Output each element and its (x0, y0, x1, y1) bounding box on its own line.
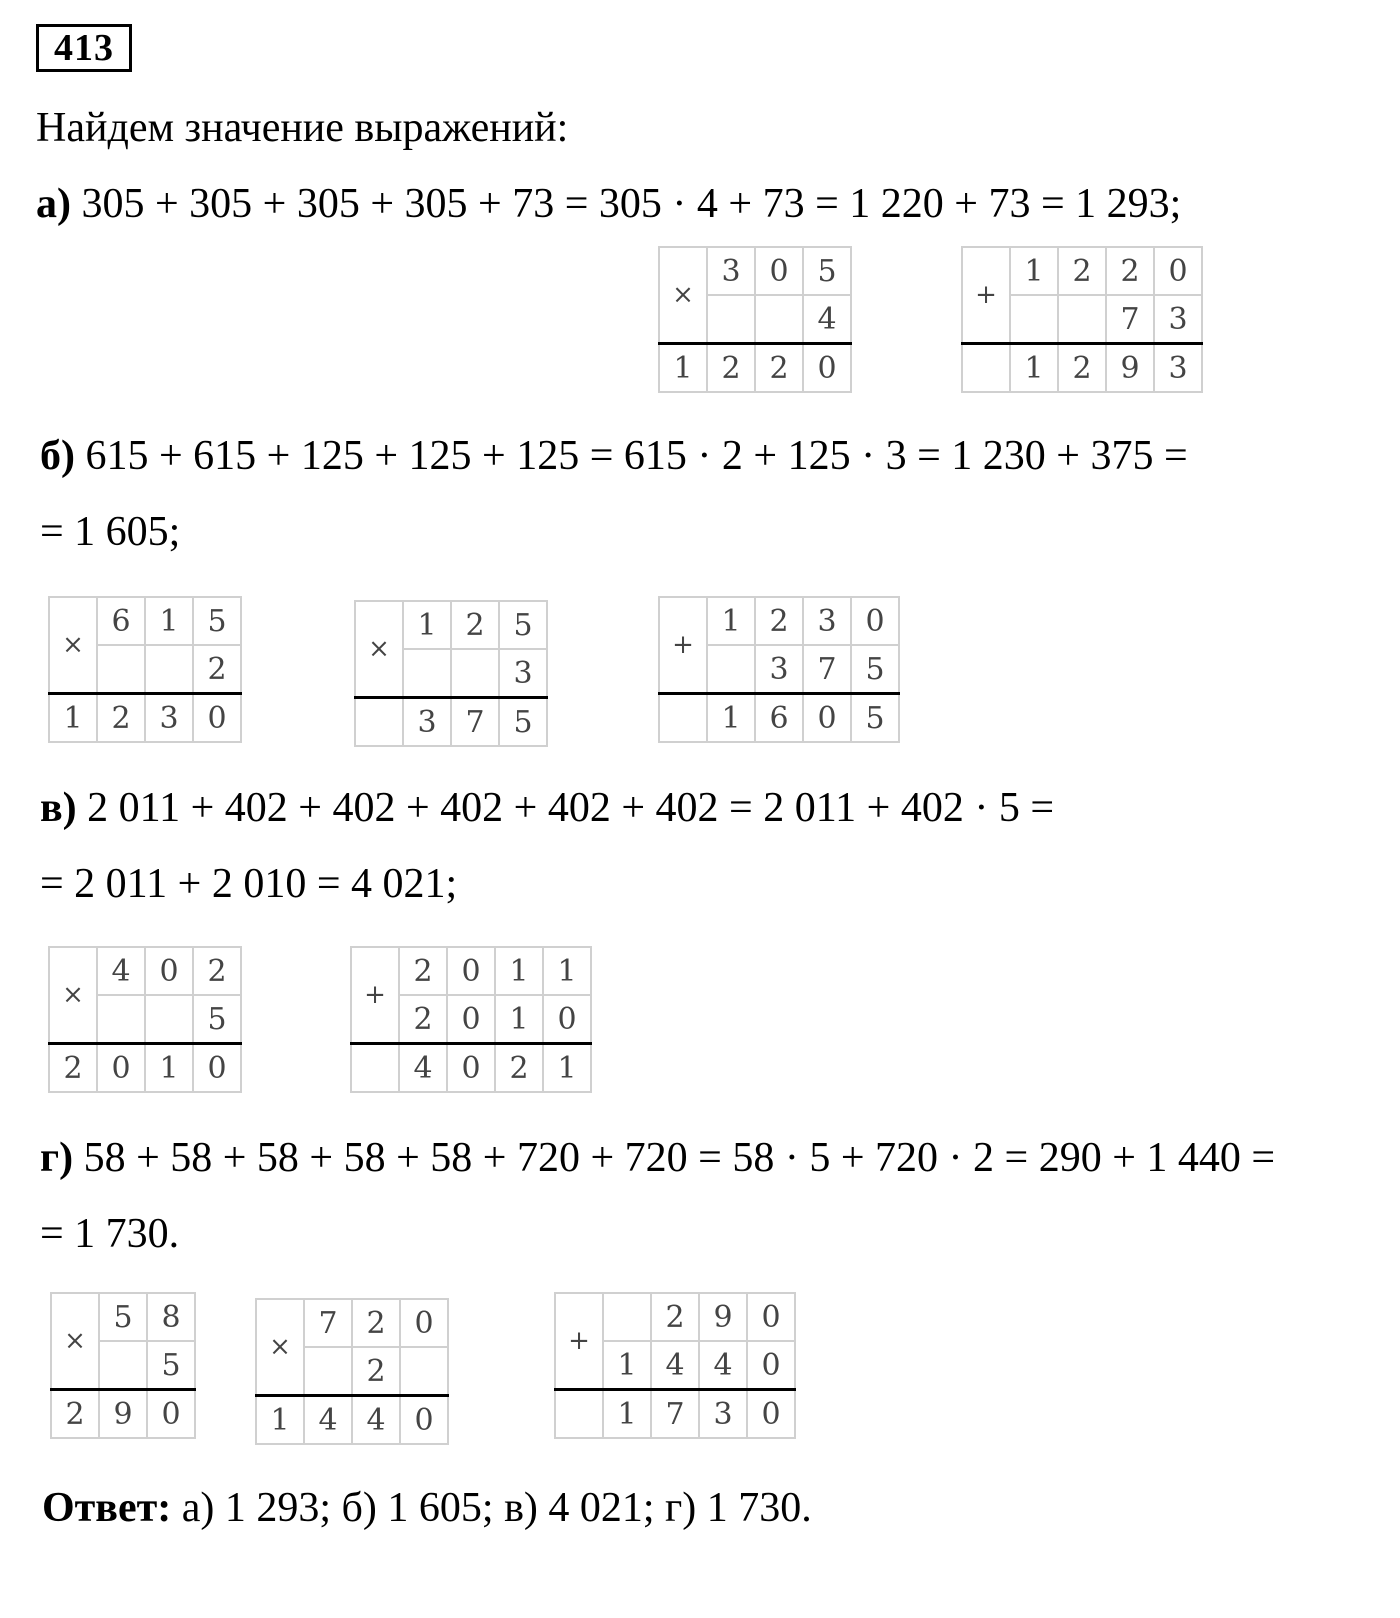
grid-v-addition (350, 946, 592, 1093)
grid-digit (355, 698, 403, 747)
grid-digit: 0 (193, 1044, 241, 1093)
grid-digit: 1 (543, 947, 591, 995)
part-b-line1 (40, 432, 1188, 480)
grid-digit: 2 (352, 1299, 400, 1347)
grid-digit: 3 (755, 645, 803, 694)
part-b-expression: 615 + 615 + 125 + 125 + 125 = 615 · 2 + 125 · 3 = 1 230 + 375 = (85, 433, 1188, 479)
grid-operand-row (49, 947, 241, 995)
grid-result-row (555, 1390, 795, 1439)
grid-digit: 2 (651, 1293, 699, 1341)
grid-digit: 0 (803, 344, 851, 393)
part-b-line2: = 1 605; (40, 509, 181, 555)
grid-digit: 1 (1010, 344, 1058, 393)
grid-digit (603, 1293, 651, 1341)
grid-digit: 2 (495, 1044, 543, 1093)
grid-result-row (659, 344, 851, 393)
grid-digit: 1 (707, 694, 755, 743)
grid-digit: 1 (49, 694, 97, 743)
grid-digit: 2 (193, 947, 241, 995)
times-sign: × (355, 601, 403, 698)
answer-line (42, 1484, 812, 1532)
grid-digit: 2 (97, 694, 145, 743)
grid-digit: 0 (1154, 247, 1202, 295)
grid-digit: 0 (747, 1341, 795, 1390)
times-sign: × (49, 947, 97, 1044)
grid-b-addition (658, 596, 900, 743)
grid-digit (304, 1347, 352, 1396)
grid-digit: 2 (193, 645, 241, 694)
grid-digit: 3 (1154, 295, 1202, 344)
grid-digit (707, 645, 755, 694)
plus-sign: + (659, 597, 707, 694)
grid-digit (403, 649, 451, 698)
grid-digit: 9 (99, 1390, 147, 1439)
grid-digit: 1 (145, 597, 193, 645)
part-g-label: г) (40, 1135, 74, 1181)
grid-digit: 5 (99, 1293, 147, 1341)
grid-digit: 1 (659, 344, 707, 393)
grid-digit: 3 (707, 247, 755, 295)
grid-digit: 0 (447, 995, 495, 1044)
intro-text: Найдем значение выражений: (36, 105, 569, 151)
grid-digit: 0 (147, 1390, 195, 1439)
grid-operand-row (659, 247, 851, 295)
grid-digit: 3 (403, 698, 451, 747)
grid-digit: 3 (1154, 344, 1202, 393)
grid-digit: 0 (755, 247, 803, 295)
grid-digit: 6 (97, 597, 145, 645)
grid-digit (755, 295, 803, 344)
grid-digit: 0 (400, 1299, 448, 1347)
grid-result-row (355, 698, 547, 747)
grid-digit: 4 (352, 1396, 400, 1445)
grid-digit (145, 995, 193, 1044)
grid-result-row (49, 694, 241, 743)
grid-operand-row (49, 597, 241, 645)
grid-digit: 3 (499, 649, 547, 698)
grid-v-multiplication (48, 946, 242, 1093)
plus-sign: + (962, 247, 1010, 344)
grid-result-row (351, 1044, 591, 1093)
grid-digit: 4 (97, 947, 145, 995)
grid-digit: 5 (147, 1341, 195, 1390)
grid-digit: 0 (747, 1293, 795, 1341)
grid-digit: 2 (399, 995, 447, 1044)
grid-result-row (49, 1044, 241, 1093)
answer-text: а) 1 293; б) 1 605; в) 4 021; г) 1 730. (171, 1485, 812, 1531)
grid-digit (99, 1341, 147, 1390)
grid-digit: 5 (499, 698, 547, 747)
answer-label: Ответ: (42, 1485, 172, 1531)
times-sign: × (256, 1299, 304, 1396)
problem-number: 413 (36, 24, 132, 72)
grid-digit: 5 (499, 601, 547, 649)
grid-digit: 0 (851, 597, 899, 645)
part-g-line2: = 1 730. (40, 1211, 180, 1257)
grid-digit: 9 (1106, 344, 1154, 393)
part-a-line1 (36, 180, 1181, 228)
times-sign: × (659, 247, 707, 344)
grid-digit: 7 (1106, 295, 1154, 344)
grid-digit: 2 (49, 1044, 97, 1093)
grid-digit: 2 (352, 1347, 400, 1396)
grid-digit: 1 (543, 1044, 591, 1093)
grid-digit: 1 (145, 1044, 193, 1093)
part-v-line1 (40, 784, 1054, 832)
grid-digit (659, 694, 707, 743)
grid-digit: 2 (51, 1390, 99, 1439)
grid-digit: 3 (699, 1390, 747, 1439)
grid-operand-row (351, 947, 591, 995)
grid-result-row (659, 694, 899, 743)
grid-digit: 4 (699, 1341, 747, 1390)
part-g-expression: 58 + 58 + 58 + 58 + 58 + 720 + 720 = 58 · 5 + 720 · 2 = 290 + 1 440 = (83, 1135, 1276, 1181)
part-a-expression: 305 + 305 + 305 + 305 + 73 = 305 · 4 + 73 = 1 220 + 73 = 1 293; (81, 181, 1182, 227)
grid-digit: 5 (851, 694, 899, 743)
grid-digit: 1 (603, 1390, 651, 1439)
grid-digit: 0 (803, 694, 851, 743)
grid-digit: 0 (400, 1396, 448, 1445)
grid-digit: 7 (803, 645, 851, 694)
grid-digit: 3 (145, 694, 193, 743)
grid-digit: 2 (451, 601, 499, 649)
part-v-expression: 2 011 + 402 + 402 + 402 + 402 + 402 = 2 011 + 402 · 5 = (87, 785, 1055, 831)
grid-result-row (962, 344, 1202, 393)
grid-operand-row (256, 1299, 448, 1347)
grid-digit: 2 (755, 344, 803, 393)
part-g-line1 (40, 1134, 1275, 1182)
grid-digit: 7 (451, 698, 499, 747)
grid-digit: 2 (707, 344, 755, 393)
grid-digit: 7 (304, 1299, 352, 1347)
grid-a-multiplication (658, 246, 852, 393)
part-a-label: а) (36, 181, 71, 227)
grid-digit: 5 (193, 995, 241, 1044)
grid-operand-row (355, 601, 547, 649)
grid-operand-row (659, 597, 899, 645)
grid-g-multiplication-2 (255, 1298, 449, 1445)
grid-digit (707, 295, 755, 344)
grid-digit (1058, 295, 1106, 344)
grid-digit: 0 (747, 1390, 795, 1439)
grid-a-addition (961, 246, 1203, 393)
grid-digit: 1 (603, 1341, 651, 1390)
grid-digit: 0 (447, 1044, 495, 1093)
grid-digit (145, 645, 193, 694)
grid-digit: 9 (699, 1293, 747, 1341)
part-v-line2: = 2 011 + 2 010 = 4 021; (40, 861, 458, 907)
plus-sign: + (351, 947, 399, 1044)
grid-digit (351, 1044, 399, 1093)
grid-digit: 2 (1106, 247, 1154, 295)
grid-digit (451, 649, 499, 698)
grid-operand-row (555, 1293, 795, 1341)
grid-result-row (51, 1390, 195, 1439)
grid-digit: 4 (651, 1341, 699, 1390)
grid-digit (555, 1390, 603, 1439)
grid-digit: 5 (193, 597, 241, 645)
part-b-label: б) (40, 433, 75, 479)
grid-digit: 0 (447, 947, 495, 995)
grid-digit: 0 (145, 947, 193, 995)
grid-digit: 1 (403, 601, 451, 649)
grid-digit: 7 (651, 1390, 699, 1439)
grid-digit (97, 645, 145, 694)
grid-result-row (256, 1396, 448, 1445)
grid-digit: 1 (1010, 247, 1058, 295)
times-sign: × (51, 1293, 99, 1390)
part-v-label: в) (40, 785, 77, 831)
grid-digit: 1 (495, 947, 543, 995)
grid-digit (962, 344, 1010, 393)
grid-operand-row (962, 247, 1202, 295)
grid-digit: 8 (147, 1293, 195, 1341)
grid-digit: 6 (755, 694, 803, 743)
grid-digit: 1 (256, 1396, 304, 1445)
grid-b-multiplication-2 (354, 600, 548, 747)
grid-digit (400, 1347, 448, 1396)
grid-g-addition (554, 1292, 796, 1439)
grid-digit: 3 (803, 597, 851, 645)
grid-digit: 2 (1058, 247, 1106, 295)
grid-digit: 4 (304, 1396, 352, 1445)
grid-digit: 0 (97, 1044, 145, 1093)
grid-digit: 0 (543, 995, 591, 1044)
grid-digit: 2 (399, 947, 447, 995)
grid-digit: 5 (851, 645, 899, 694)
grid-digit (97, 995, 145, 1044)
grid-digit: 5 (803, 247, 851, 295)
grid-digit: 2 (755, 597, 803, 645)
grid-digit: 0 (193, 694, 241, 743)
grid-digit (1010, 295, 1058, 344)
grid-g-multiplication-1 (50, 1292, 196, 1439)
grid-digit: 1 (707, 597, 755, 645)
grid-digit: 2 (1058, 344, 1106, 393)
times-sign: × (49, 597, 97, 694)
grid-operand-row (51, 1293, 195, 1341)
grid-digit: 4 (803, 295, 851, 344)
plus-sign: + (555, 1293, 603, 1390)
grid-digit: 4 (399, 1044, 447, 1093)
grid-digit: 1 (495, 995, 543, 1044)
grid-b-multiplication-1 (48, 596, 242, 743)
